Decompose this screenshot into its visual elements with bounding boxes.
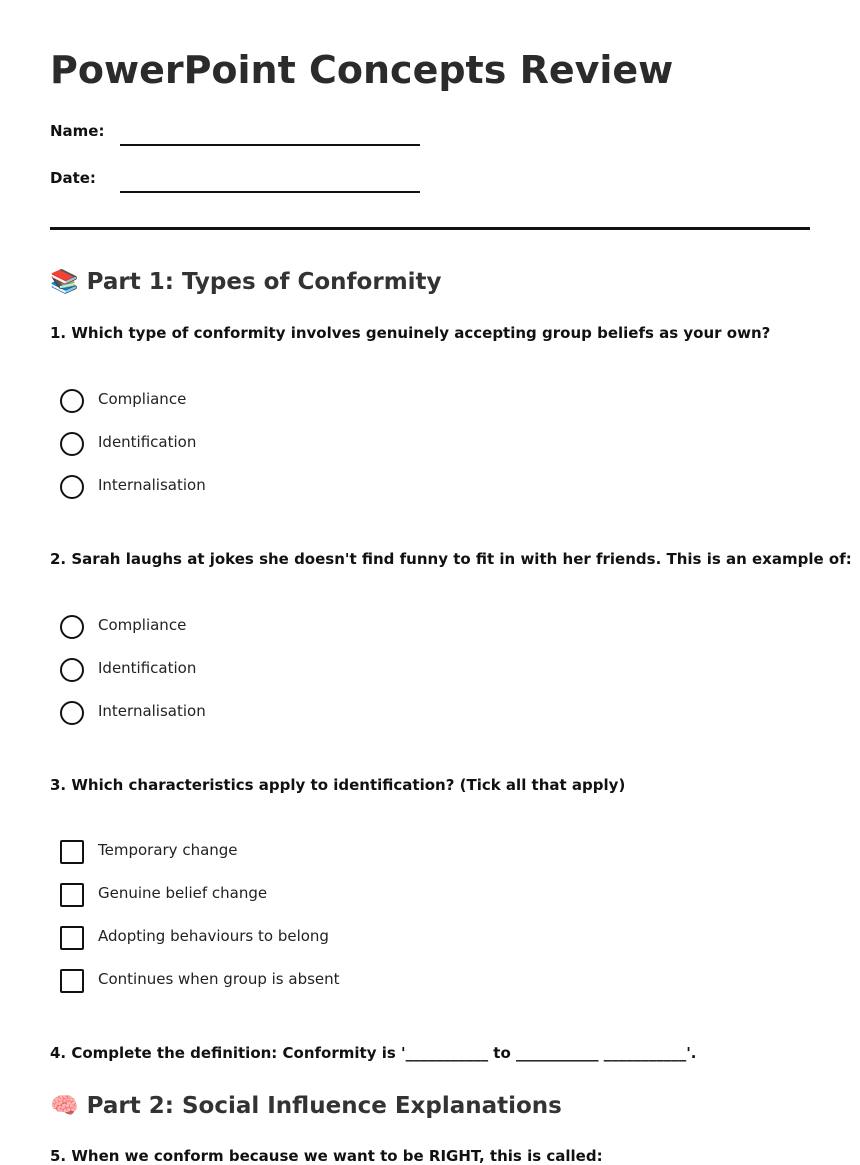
option-label: Compliance — [98, 390, 187, 408]
option-label: Genuine belief change — [98, 884, 268, 902]
part2-heading — [50, 1092, 562, 1119]
question-1: 1. Which type of conformity involves genuinely accepting group beliefs as your own? — [50, 324, 771, 342]
question-2: 2. Sarah laughs at jokes she doesn't find funny to fit in with her friends. This is an example of: — [50, 550, 852, 568]
checkbox[interactable] — [60, 883, 84, 907]
question-3: 3. Which characteristics apply to identification? (Tick all that apply) — [50, 776, 626, 794]
name-label: Name: — [50, 122, 105, 140]
name-field — [50, 122, 104, 140]
option-label: Adopting behaviours to belong — [98, 927, 329, 945]
date-field — [50, 169, 96, 187]
option-label: Temporary change — [98, 841, 238, 859]
radio-button[interactable] — [60, 389, 84, 413]
option-label: Identification — [98, 659, 197, 677]
part2-heading-text: 🧠 Part 2: Social Influence Explanations — [50, 1093, 562, 1119]
date-input-line[interactable] — [120, 191, 420, 193]
option-label: Compliance — [98, 616, 187, 634]
option-label: Internalisation — [98, 702, 206, 720]
question-5: 5. When we conform because we want to be RIGHT, this is called: — [50, 1147, 603, 1165]
part1-heading — [50, 268, 442, 295]
checkbox[interactable] — [60, 926, 84, 950]
option-label: Identification — [98, 433, 197, 451]
radio-button[interactable] — [60, 615, 84, 639]
checkbox[interactable] — [60, 840, 84, 864]
radio-button[interactable] — [60, 658, 84, 682]
checkbox[interactable] — [60, 969, 84, 993]
part1-heading-text: 📚 Part 1: Types of Conformity — [50, 269, 442, 295]
radio-button[interactable] — [60, 432, 84, 456]
name-input-line[interactable] — [120, 144, 420, 146]
question-4[interactable]: 4. Complete the definition: Conformity is '___________ to ___________ ___________'. — [50, 1044, 697, 1062]
radio-button[interactable] — [60, 475, 84, 499]
page-title: PowerPoint Concepts Review — [50, 48, 674, 92]
option-label: Internalisation — [98, 476, 206, 494]
header-divider — [50, 227, 810, 230]
radio-button[interactable] — [60, 701, 84, 725]
option-label: Continues when group is absent — [98, 970, 340, 988]
date-label: Date: — [50, 169, 96, 187]
